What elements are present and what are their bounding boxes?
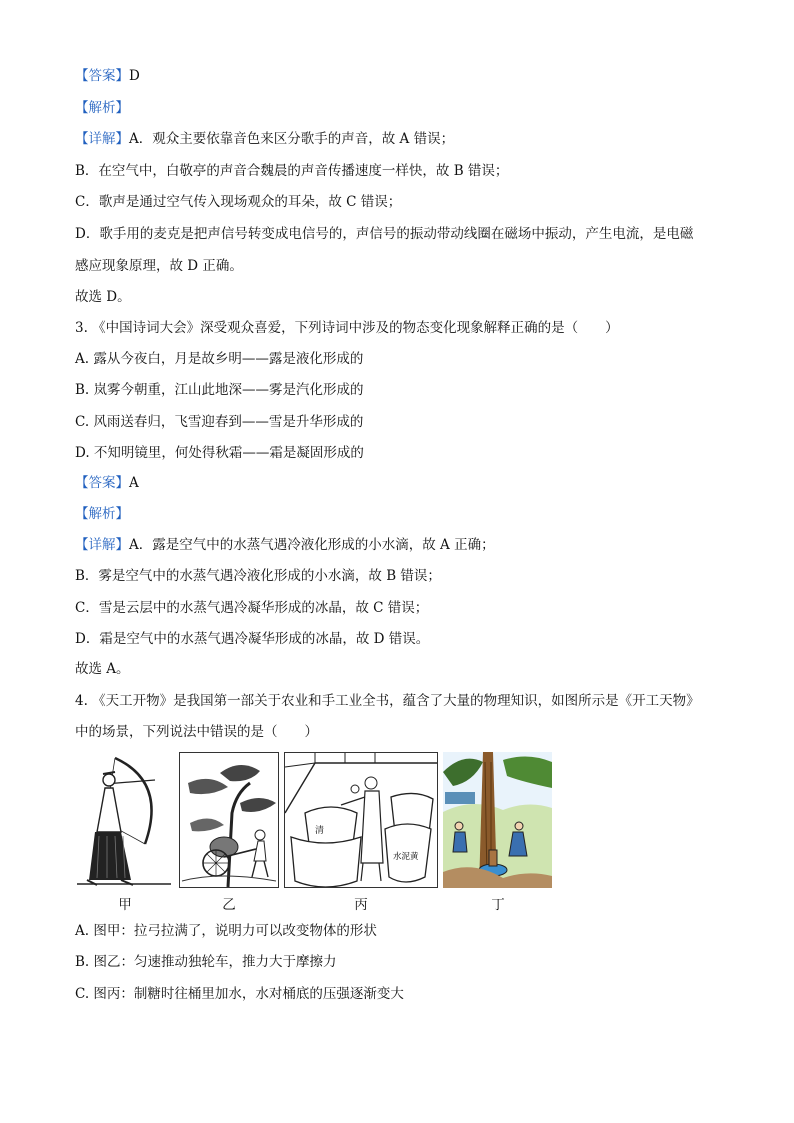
detail-line-d2: 感应现象原理，故 D 正确。	[75, 258, 243, 274]
answer-line-1	[75, 67, 140, 85]
q3-option-a: A. 露从今夜白，月是故乡明——露是液化形成的	[75, 351, 364, 367]
archer-illustration	[75, 752, 173, 888]
q4-option-a: A. 图甲：拉弓拉满了，说明力可以改变物体的形状	[75, 923, 377, 939]
q3-option-d: D. 不知明镜里，何处得秋霜——霜是凝固形成的	[75, 445, 364, 461]
q4-option-c: C. 图丙：制糖时往桶里加水，水对桶底的压强逐渐变大	[75, 986, 404, 1002]
figure-archer	[75, 752, 173, 888]
q3-choice: 故选 A。	[75, 661, 130, 677]
detail-line-a	[75, 130, 454, 148]
detail-tag: 【详解】	[75, 131, 129, 147]
figure-well	[443, 752, 552, 888]
q4-stem-a: 4. 《天工开物》是我国第一部关于农业和手工业全书，蕴含了大量的物理知识，如图所示是《开工天物》	[75, 693, 700, 709]
answer-tag: 【答案】	[75, 68, 129, 84]
q3-detail-a	[75, 536, 495, 554]
well-illustration	[443, 752, 552, 888]
detail-line-d1: D．歌手用的麦克是把声信号转变成电信号的，声信号的振动带动线圈在磁场中振动，产生电流，是电磁	[75, 226, 694, 242]
caption-bing: 丙	[354, 897, 368, 913]
detail-tag: 【详解】	[75, 537, 129, 553]
answer-value: D	[129, 68, 140, 84]
q3-stem: 3. 《中国诗词大会》深受观众喜爱，下列诗词中涉及的物态变化现象解释正确的是（ ）	[75, 320, 619, 336]
q4-stem-b: 中的场景，下列说法中错误的是（ ）	[75, 724, 318, 740]
figure-sugar-making	[284, 752, 438, 888]
q3-detail-c: C．雪是云层中的水蒸气遇冷凝华形成的冰晶，故 C 错误；	[75, 600, 429, 616]
q3-option-b: B. 岚雾今朝重，江山此地深——雾是汽化形成的	[75, 382, 364, 398]
caption-ding: 丁	[491, 897, 505, 913]
wheelbarrow-illustration	[180, 753, 278, 887]
q3-answer-line	[75, 474, 139, 492]
q3-analysis-tag: 【解析】	[75, 506, 129, 522]
bucket-label-right: 水泥黄	[393, 852, 419, 862]
q3-detail-b: B．雾是空气中的水蒸气遇冷液化形成的小水滴，故 B 错误；	[75, 568, 441, 584]
detail-line-b: B．在空气中，白敬亭的声音合魏晨的声音传播速度一样快，故 B 错误；	[75, 163, 509, 179]
sugar-making-illustration	[285, 753, 437, 887]
caption-jia: 甲	[118, 897, 132, 913]
answer-value: A	[129, 475, 139, 491]
choice-line: 故选 D。	[75, 289, 131, 305]
caption-yi: 乙	[222, 897, 236, 913]
bucket-label-left: 清	[315, 826, 325, 836]
q4-option-b: B. 图乙：匀速推动独轮车，推力大于摩擦力	[75, 954, 337, 970]
q3-detail-d: D．霜是空气中的水蒸气遇冷凝华形成的冰晶，故 D 错误。	[75, 631, 430, 647]
figure-wheelbarrow	[179, 752, 279, 888]
detail-line-c: C．歌声是通过空气传入现场观众的耳朵，故 C 错误；	[75, 194, 402, 210]
detail-text: A．露是空气中的水蒸气遇冷液化形成的小水滴，故 A 正确；	[129, 537, 495, 553]
analysis-tag: 【解析】	[75, 100, 129, 116]
answer-tag: 【答案】	[75, 475, 129, 491]
q3-option-c: C. 风雨送春归，飞雪迎春到——雪是升华形成的	[75, 414, 364, 430]
detail-text: A．观众主要依靠音色来区分歌手的声音，故 A 错误；	[129, 131, 455, 147]
